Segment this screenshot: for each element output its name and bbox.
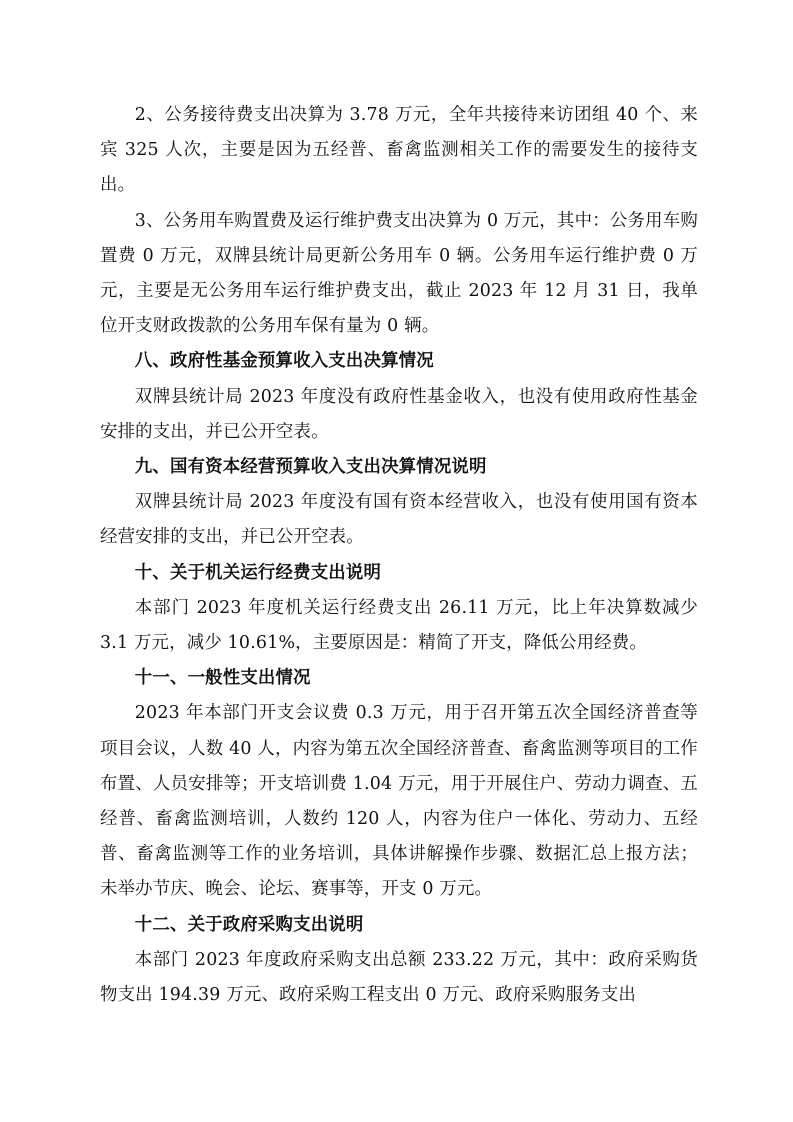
section-10-heading: 十、关于机关运行经费支出说明 [134,562,382,583]
section-8-paragraph: 双牌县统计局 2023 年度没有政府性基金收入，也没有使用政府性基金安排的支出，并已公开空表。 [100,386,698,442]
section-10-paragraph: 本部门 2023 年度机关运行经费支出 26.11 万元，比上年决算数减少 3.1 万元，减少 10.61%，主要原因是：精简了开支，降低公用经费。 [100,597,698,654]
section-9-heading: 九、国有资本经营预算收入支出决算情况说明 [134,457,487,478]
section-11-paragraph: 2023 年本部门开支会议费 0.3 万元，用于召开第五次全国经济普查等项目会议，人数 40 人，内容为第五次全国经济普查、畜禽监测等项目的工作布置、人员安排等；开支培训费 1.04 万元，用于开展住户、劳动力调查、五经普、畜禽监测培训，人数约 120 人，内容为住户一体化、劳动力、五经普、畜禽监测等工作的业务培训，具体讲解操作步骤、数据汇总上报方法；未举办节庆、晚会、论坛、赛事等，开支 0 万元。 [100,703,698,900]
reception-expense-paragraph: 2、公务接待费支出决算为 3.78 万元，全年共接待来访团组 40 个、来宾 325 人次，主要是因为五经普、畜禽监测相关工作的需要发生的接待支出。 [100,105,698,196]
section-12-heading: 十二、关于政府采购支出说明 [134,914,364,935]
section-11-heading: 十一、一般性支出情况 [134,668,311,689]
section-12-paragraph: 本部门 2023 年度政府采购支出总额 233.22 万元，其中：政府采购货物支出 194.39 万元、政府采购工程支出 0 万元、政府采购服务支出 [100,949,698,1006]
section-8-heading: 八、政府性基金预算收入支出决算情况 [134,351,434,372]
section-9-paragraph: 双牌县统计局 2023 年度没有国有资本经营收入，也没有使用国有资本经营安排的支出，并已公开空表。 [100,492,698,548]
document-body [100,98,698,1013]
vehicle-expense-paragraph: 3、公务用车购置费及运行维护费支出决算为 0 万元，其中：公务用车购置费 0 万元，双牌县统计局更新公务用车 0 辆。公务用车运行维护费 0 万元，主要是无公务用车运行维护费支出，截止 2023 年 12 月 31 日，我单位开支财政拨款的公务用车保有量为 0 辆。 [100,210,698,337]
